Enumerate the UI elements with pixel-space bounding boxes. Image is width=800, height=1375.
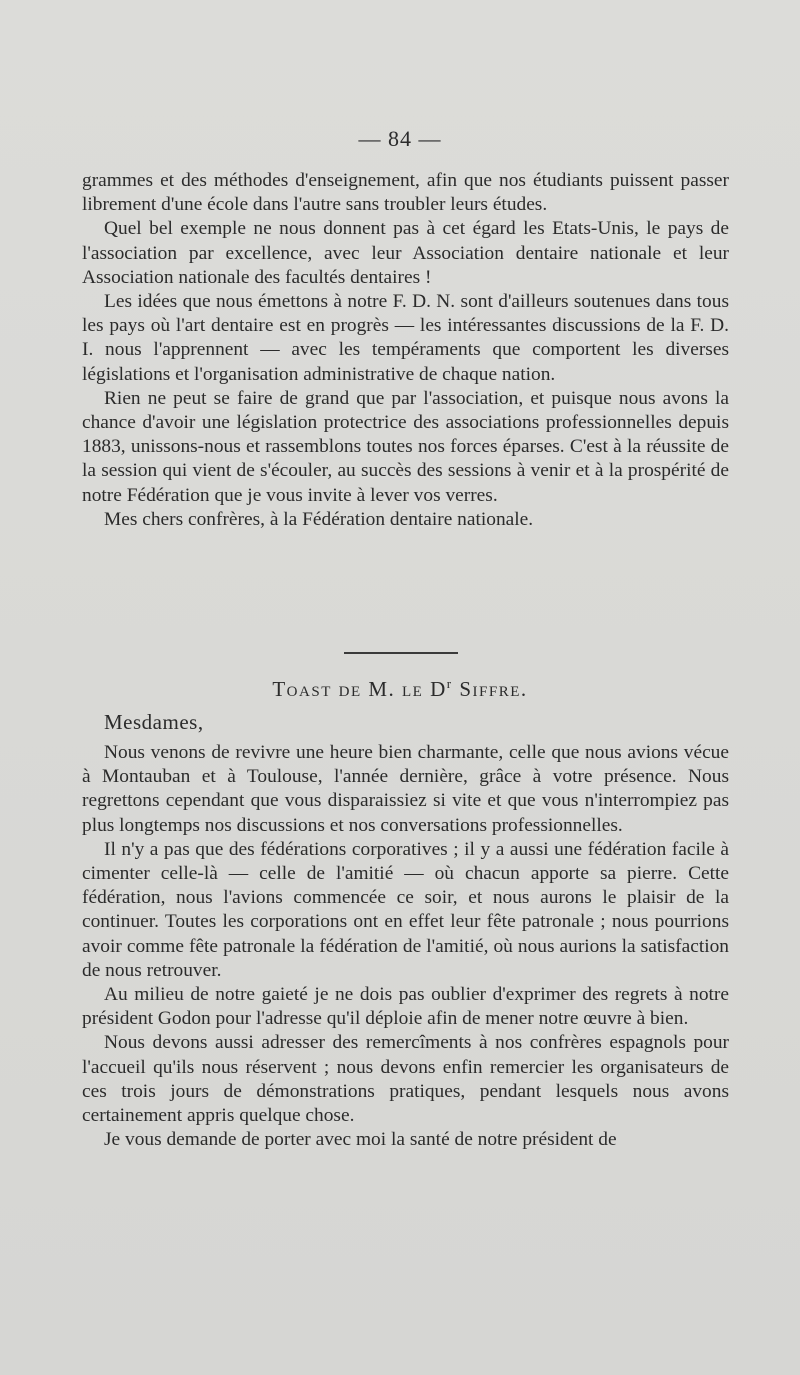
paragraph: Mes chers confrères, à la Fédération dentaire nationale. xyxy=(104,508,534,530)
paragraph: Quel bel exemple ne nous donnent pas à cet égard les Etats-Unis, le pays de l'association par excellence, avec leur Association dentaire nationale et leur Association nationale des facultés dentaires ! xyxy=(82,218,729,288)
body-text-section-2 xyxy=(82,741,729,1152)
paragraph: Au milieu de notre gaieté je ne dois pas oublier d'exprimer des regrets à notre président Godon pour l'adresse qu'il déploie afin de mener notre œuvre à bien. xyxy=(82,984,729,1030)
paragraph: Les idées que nous émettons à notre F. D. N. sont d'ailleurs soutenues dans tous les pays où l'art dentaire est en progrès — les intéressantes discussions de la F. D. I. nous l'apprennent — avec les tempéraments que comportent les diverses législations et l'organisation administrative de chaque nation. xyxy=(82,291,729,385)
paragraph: Je vous demande de porter avec moi la santé de notre président de xyxy=(104,1129,617,1151)
toast-heading-name: Siffre. xyxy=(452,677,528,701)
paragraph: Rien ne peut se faire de grand que par l'association, et puisque nous avons la chance d'avoir une législation protectrice des associations professionnelles depuis 1883, unissons-nous et rassemblons toutes nos forces éparses. C'est à la réussite de la session qui vient de s'écouler, au succès des sessions à venir et à la prospérité de notre Fédération que je vous invite à lever vos verres. xyxy=(82,387,729,506)
section-divider xyxy=(344,652,458,654)
paragraph: Il n'y a pas que des fédérations corporatives ; il y a aussi une fédération facile à cimenter celle-là — celle de l'amitié — où chacun apporte sa pierre. Cette fédération, nous l'avions commencée ce soir, et nous aurons le plaisir de la continuer. Toutes les corporations ont en effet leur fête patronale ; nous pourrions avoir comme fête patronale la fédération de l'amitié, où nous aurions la satisfaction de nous retrouver. xyxy=(82,838,729,981)
paragraph: Nous devons aussi adresser des remercîments à nos confrères espagnols pour l'accueil qu'ils nous réservent ; nous devons enfin remercier les organisateurs de ces trois jours de démonstrations pratiques, pendant lesquels nous avons certainement appris quelque chose. xyxy=(82,1032,729,1127)
salutation: Mesdames, xyxy=(104,710,204,734)
body-text-section-1 xyxy=(82,169,729,532)
toast-heading-prefix: Toast de M. le D xyxy=(272,677,447,701)
toast-heading-superscript: r xyxy=(446,676,453,691)
toast-heading xyxy=(0,676,800,702)
paragraph: grammes et des méthodes d'enseignement, afin que nos étudiants puissent passer librement d'une école dans l'autre sans troubler leurs études. xyxy=(82,170,729,216)
page-number: — 84 — xyxy=(358,126,442,151)
paragraph: Nous venons de revivre une heure bien charmante, celle que nous avions vécue à Montauban et à Toulouse, l'année dernière, grâce à votre présence. Nous regrettons cependant que vous disparaissiez si vite et que vous n'interrompiez pas plus longtemps nos discussions et nos conversations professionnelles. xyxy=(82,742,729,836)
